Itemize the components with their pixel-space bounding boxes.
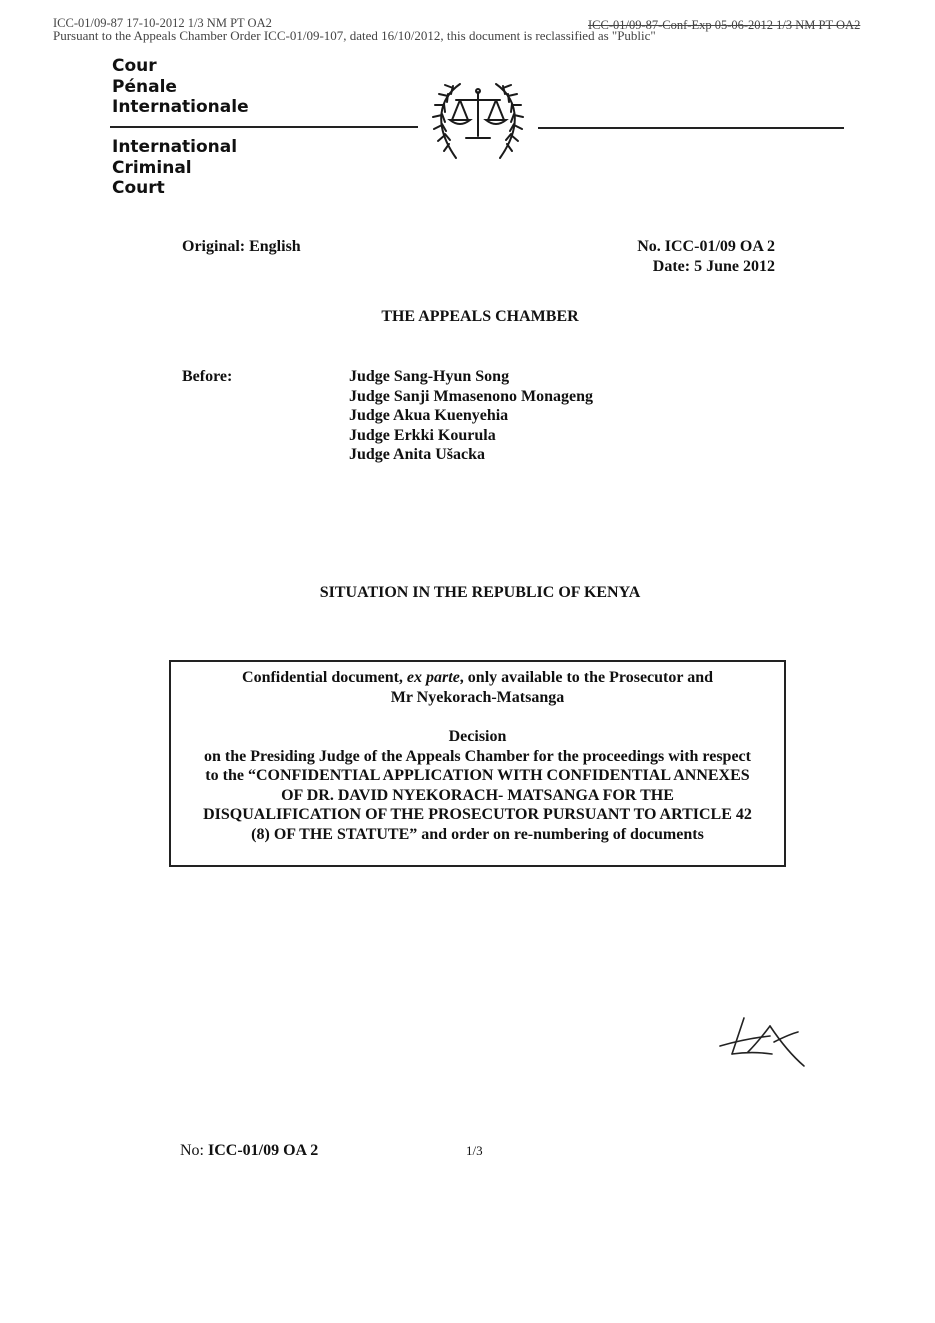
decision-heading: Decision [448,728,507,745]
document-number: No. ICC-01/09 OA 2 [637,238,775,255]
situation-title: SITUATION IN THE REPUBLIC OF KENYA [319,584,641,601]
before-label: Before: [182,368,233,385]
decision-line: OF DR. DAVID NYEKORACH- MATSANGA FOR THE [281,786,674,804]
court-name-line: International [112,137,238,157]
confidentiality-line: Confidential document, ex parte, only available to the Prosecutor and [242,669,713,686]
scales-of-justice-laurel-icon [420,74,536,170]
page-number: 1/3 [466,1143,483,1158]
filing-stamp-left: ICC-01/09-87 17-10-2012 1/3 NM PT OA2 [53,16,272,30]
footer-number: No: ICC-01/09 OA 2 [180,1142,319,1159]
document-date: Date: 5 June 2012 [652,258,775,275]
court-name-line: Criminal [112,157,192,178]
handwritten-initials-icon [712,1012,812,1072]
court-name-english [112,137,237,199]
court-name-line: Pénale [112,76,177,97]
decision-line: to the “CONFIDENTIAL APPLICATION WITH CONFIDENTIAL ANNEXES [205,767,750,784]
ex-parte-italic: ex parte [406,669,460,686]
court-name-line: Court [112,178,165,198]
decision-line: on the Presiding Judge of the Appeals Chamber for the proceedings with respect [204,747,751,765]
letterhead-rule-left [110,126,418,128]
confidentiality-line-2: Mr Nyekorach-Matsanga [390,688,565,706]
decision-line: DISQUALIFICATION OF THE PROSECUTOR PURSUANT TO ARTICLE 42 [203,806,752,823]
judge-name: Judge Akua Kuenyehia [349,407,509,424]
judge-name: Judge Sanji Mmasenono Monageng [349,387,594,405]
document-title-box [169,660,786,867]
original-language: Original: English [182,238,301,255]
court-name-french [112,56,249,118]
reclassification-stamp: Pursuant to the Appeals Chamber Order ICC-01/09-107, dated 16/10/2012, this document is reclassified as "Public" [53,28,656,43]
filing-stamp-right-struck: ICC-01/09-87-Conf-Exp 05-06-2012 1/3 NM PT OA2 [588,18,861,32]
judge-name: Judge Anita Ušacka [349,446,486,463]
judges-list [349,367,593,465]
decision-line: (8) OF THE STATUTE” and order on re-numbering of documents [251,825,704,843]
court-name-line: Cour [112,56,157,76]
letterhead-rule-right [538,127,844,129]
court-name-line: Internationale [112,97,249,117]
chamber-title: THE APPEALS CHAMBER [381,308,579,325]
judge-name: Judge Sang-Hyun Song [349,368,510,385]
judge-name: Judge Erkki Kourula [349,426,496,444]
